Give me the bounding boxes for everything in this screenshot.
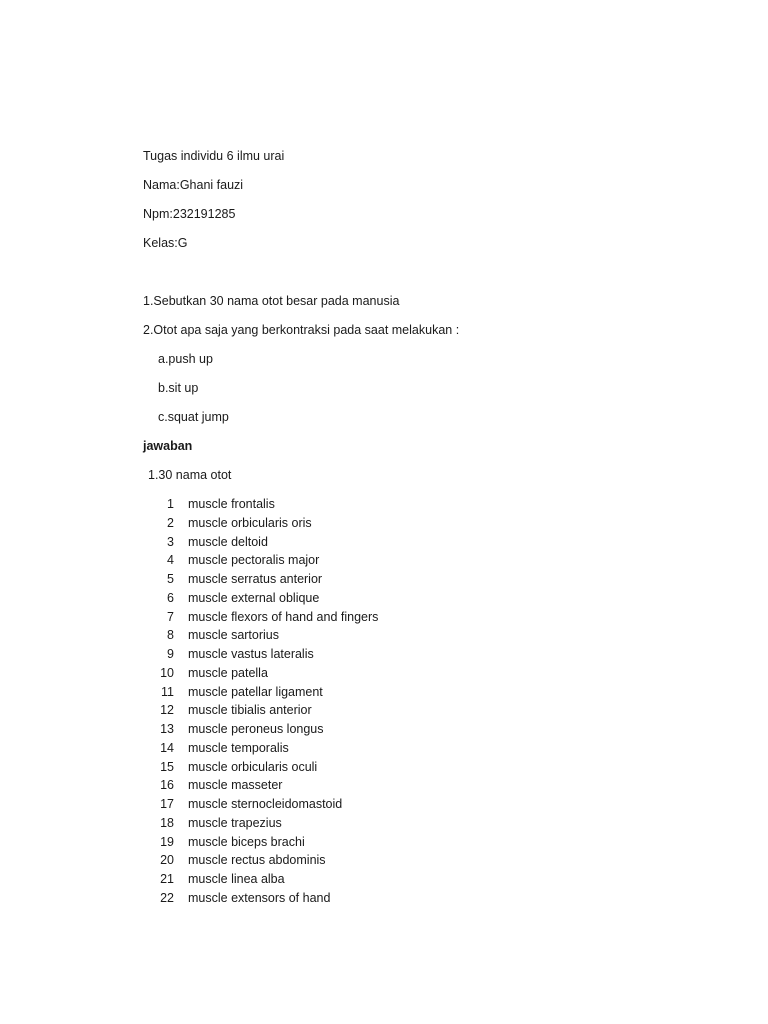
list-item-number: 11	[161, 684, 174, 699]
question-2-item: b.sit up	[158, 381, 199, 395]
student-name: Nama:Ghani fauzi	[143, 178, 244, 192]
list-item-text: muscle masseter	[188, 778, 283, 793]
list-item-number: 20	[160, 853, 174, 868]
list-item-text: muscle sartorius	[188, 628, 279, 643]
list-item-number: 1	[167, 497, 174, 511]
document-title: Tugas individu 6 ilmu urai	[143, 149, 285, 163]
list-item-number: 14	[160, 740, 174, 755]
list-item-text: muscle biceps brachi	[188, 834, 305, 849]
list-item-number: 16	[160, 778, 174, 793]
list-item-text: muscle linea alba	[188, 872, 285, 886]
list-item-text: muscle trapezius	[188, 815, 282, 830]
list-item-text: muscle orbicularis oris	[188, 515, 312, 530]
list-item-text: muscle deltoid	[188, 534, 268, 549]
list-item-number: 2	[167, 515, 174, 530]
list-item-number: 22	[160, 890, 174, 905]
list-item-text: muscle orbicularis oculi	[188, 759, 318, 774]
student-npm: Npm:232191285	[143, 207, 236, 221]
answer-subheading: 1.30 nama otot	[148, 468, 232, 482]
list-item-number: 4	[167, 553, 174, 568]
list-item-text: muscle peroneus longus	[188, 722, 324, 736]
list-item-number: 9	[167, 647, 174, 661]
list-item-number: 8	[167, 628, 174, 643]
list-item-text: muscle sternocleidomastoid	[188, 797, 343, 811]
question-1: 1.Sebutkan 30 nama otot besar pada manusia	[143, 294, 400, 308]
list-item-text: muscle serratus anterior	[188, 572, 323, 586]
list-item-number: 19	[160, 834, 174, 849]
question-2: 2.Otot apa saja yang berkontraksi pada saat melakukan :	[143, 323, 460, 337]
list-item-text: muscle vastus lateralis	[188, 647, 314, 661]
list-item-text: muscle flexors of hand and fingers	[188, 609, 379, 624]
list-item-text: muscle patellar ligament	[188, 684, 323, 699]
list-item-number: 13	[160, 722, 174, 736]
question-2-item: a.push up	[158, 352, 213, 366]
list-item-number: 7	[167, 609, 174, 624]
list-item-number: 10	[160, 665, 174, 680]
list-item-number: 21	[160, 872, 174, 886]
list-item-number: 12	[160, 703, 174, 718]
list-item-text: muscle patella	[188, 665, 268, 680]
list-item-text: muscle extensors of hand	[188, 890, 331, 905]
list-item-number: 18	[160, 815, 174, 830]
question-2-item: c.squat jump	[158, 410, 229, 424]
list-item-text: muscle tibialis anterior	[188, 703, 312, 718]
list-item-number: 3	[167, 534, 174, 549]
list-item-text: muscle external oblique	[188, 590, 320, 605]
list-item-text: muscle pectoralis major	[188, 553, 320, 568]
list-item-number: 17	[160, 797, 174, 811]
list-item-number: 6	[167, 590, 174, 605]
list-item-text: muscle frontalis	[188, 497, 275, 511]
list-item-text: muscle rectus abdominis	[188, 853, 326, 868]
student-class: Kelas:G	[143, 236, 188, 250]
list-item-text: muscle temporalis	[188, 740, 289, 755]
answer-heading: jawaban	[143, 439, 193, 453]
list-item-number: 5	[167, 572, 174, 586]
list-item-number: 15	[160, 759, 174, 774]
